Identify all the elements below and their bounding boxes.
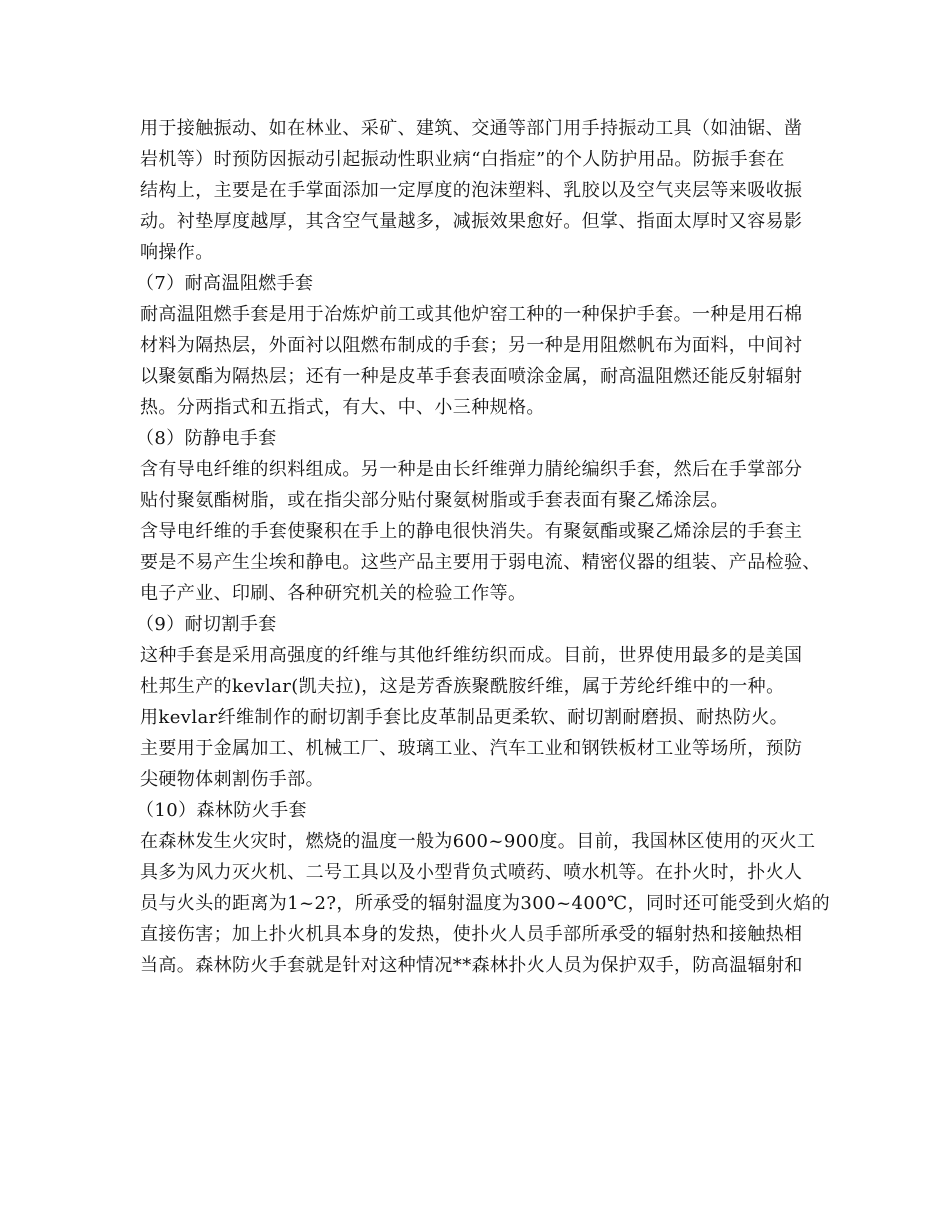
body-line: 含有导电纤维的织料组成。另一种是由长纤维弹力腈纶编织手套，然后在手掌部分 xyxy=(140,459,803,480)
document-body xyxy=(136,113,830,981)
body-line: 主要用于金属加工、机械工厂、玻璃工业、汽车工业和钢铁板材工业等场所，预防 xyxy=(140,738,803,759)
body-line: 用于接触振动、如在林业、采矿、建筑、交通等部门用手持振动工具（如油锯、凿 xyxy=(140,118,803,139)
body-line: 尖硬物体刺割伤手部。 xyxy=(140,769,324,790)
body-line: 用kevlar纤维制作的耐切割手套比皮革制品更柔软、耐切割耐磨损、耐热防火。 xyxy=(140,707,789,728)
body-line: 直接伤害；加上扑火机具本身的发热，使扑火人员手部所承受的辐射热和接触热相 xyxy=(140,924,803,945)
body-line: 热。分两指式和五指式，有大、中、小三种规格。 xyxy=(140,397,545,418)
body-line: 贴付聚氨酯树脂，或在指尖部分贴付聚氨树脂或手套表面有聚乙烯涂层。 xyxy=(140,490,729,511)
body-line: 动。衬垫厚度越厚，其含空气量越多，减振效果愈好。但掌、指面太厚时又容易影 xyxy=(140,211,803,232)
body-line: 杜邦生产的kevlar(凯夫拉)，这是芳香族聚酰胺纤维，属于芳纶纤维中的一种。 xyxy=(140,676,785,697)
section-heading: （8）防静电手套 xyxy=(136,428,277,449)
body-line: 在森林发生火灾时，燃烧的温度一般为600~900度。目前，我国林区使用的灭火工 xyxy=(140,831,816,852)
body-line: 电子产业、印刷、各种研究机关的检验工作等。 xyxy=(140,583,527,604)
body-line: 具多为风力灭火机、二号工具以及小型背负式喷药、喷水机等。在扑火时，扑火人 xyxy=(140,862,803,883)
body-line: 当高。森林防火手套就是针对这种情况**森林扑火人员为保护双手，防高温辐射和 xyxy=(140,955,803,976)
section-heading: （10）森林防火手套 xyxy=(136,800,307,821)
section-heading: （7）耐高温阻燃手套 xyxy=(136,273,314,294)
body-line: 以聚氨酯为隔热层；还有一种是皮革手套表面喷涂金属，耐高温阻燃还能反射辐射 xyxy=(140,366,803,387)
body-line: 材料为隔热层，外面衬以阻燃布制成的手套；另一种是用阻燃帆布为面料，中间衬 xyxy=(140,335,803,356)
body-line: 响操作。 xyxy=(140,242,214,263)
body-line: 这种手套是采用高强度的纤维与其他纤维纺织而成。目前，世界使用最多的是美国 xyxy=(140,645,803,666)
body-line: 结构上，主要是在手掌面添加一定厚度的泡沫塑料、乳胶以及空气夹层等来吸收振 xyxy=(140,180,803,201)
section-heading: （9）耐切割手套 xyxy=(136,614,277,635)
body-line: 员与火头的距离为1~2?，所承受的辐射温度为300~400℃，同时还可能受到火焰的 xyxy=(140,893,830,914)
body-line: 岩机等）时预防因振动引起振动性职业病“白指症”的个人防护用品。防振手套在 xyxy=(140,149,785,170)
body-line: 含导电纤维的手套使聚积在手上的静电很快消失。有聚氨酯或聚乙烯涂层的手套主 xyxy=(140,521,803,542)
body-line: 耐高温阻燃手套是用于冶炼炉前工或其他炉窑工种的一种保护手套。一种是用石棉 xyxy=(140,304,803,325)
body-line: 要是不易产生尘埃和静电。这些产品主要用于弱电流、精密仪器的组装、产品检验、 xyxy=(140,552,821,573)
